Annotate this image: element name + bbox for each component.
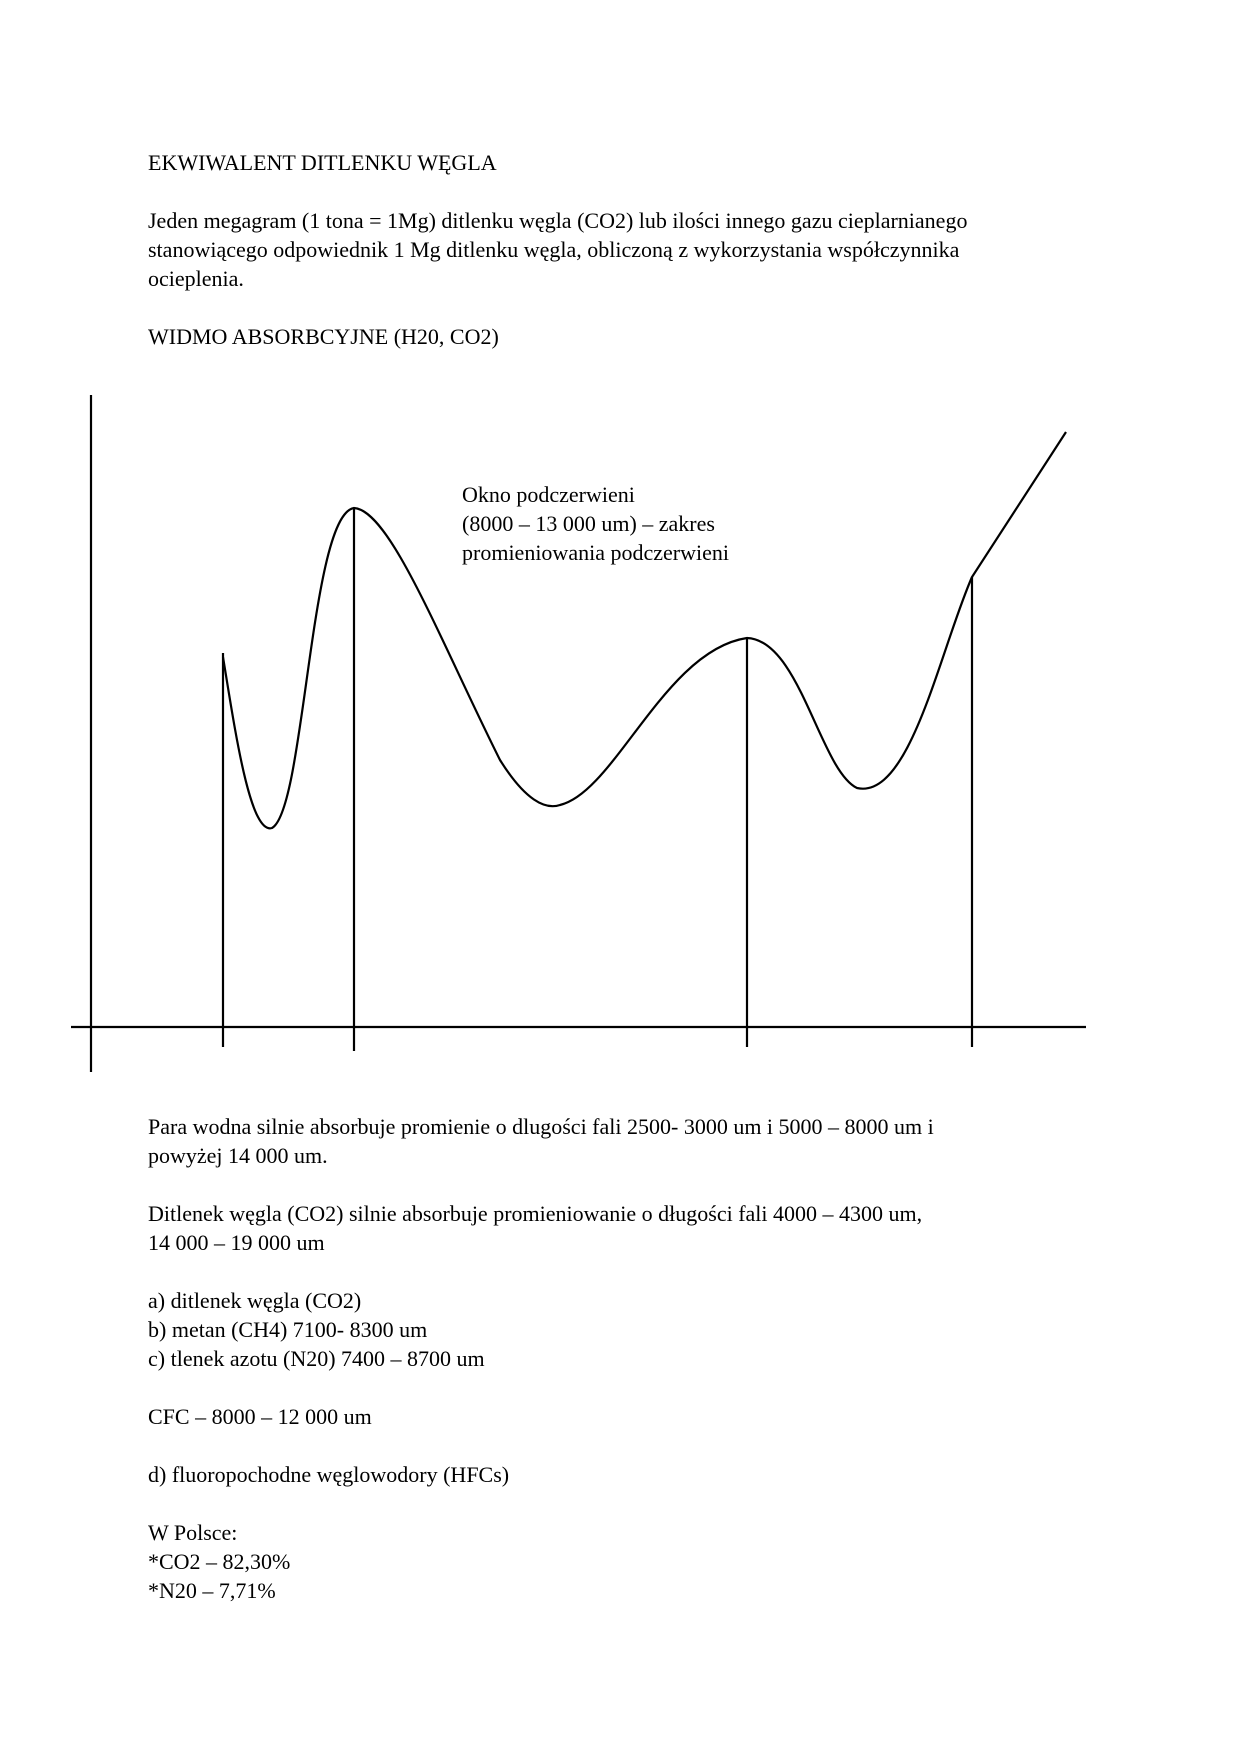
hfc-line: d) fluoropochodne węglowodory (HFCs)	[148, 1462, 510, 1487]
cfc-line: CFC – 8000 – 12 000 um	[148, 1404, 372, 1429]
poland-co2: *CO2 – 82,30%	[148, 1549, 291, 1574]
absorption-curve	[223, 432, 1066, 828]
window-annotation-line-2: (8000 – 13 000 um) – zakres	[462, 511, 715, 536]
window-annotation-line-3: promieniowania podczerwieni	[462, 540, 729, 565]
definition-line-1: Jeden megagram (1 tona = 1Mg) ditlenku węgla (CO2) lub ilości innego gazu cieplarnianego	[148, 208, 968, 233]
definition-line-3: ocieplenia.	[148, 266, 244, 291]
spectrum-title: WIDMO ABSORBCYJNE (H20, CO2)	[148, 324, 499, 349]
poland-heading: W Polsce:	[148, 1520, 238, 1545]
definition-line-2: stanowiącego odpowiednik 1 Mg ditlenku węgla, obliczoną z wykorzystania współczynnika	[148, 237, 960, 262]
gas-item-c: c) tlenek azotu (N20) 7400 – 8700 um	[148, 1346, 485, 1371]
gas-item-b: b) metan (CH4) 7100- 8300 um	[148, 1317, 428, 1342]
water-vapor-line-2: powyżej 14 000 um.	[148, 1143, 328, 1168]
co2-absorption-line-2: 14 000 – 19 000 um	[148, 1230, 325, 1255]
poland-n2o: *N20 – 7,71%	[148, 1578, 276, 1603]
window-annotation-line-1: Okno podczerwieni	[462, 482, 635, 507]
heading: EKWIWALENT DITLENKU WĘGLA	[148, 150, 497, 175]
gas-item-a: a) ditlenek węgla (CO2)	[148, 1288, 362, 1313]
water-vapor-line-1: Para wodna silnie absorbuje promienie o dlugości fali 2500- 3000 um i 5000 – 8000 um i	[148, 1114, 934, 1139]
co2-absorption-line-1: Ditlenek węgla (CO2) silnie absorbuje promieniowanie o długości fali 4000 – 4300 um,	[148, 1201, 923, 1226]
